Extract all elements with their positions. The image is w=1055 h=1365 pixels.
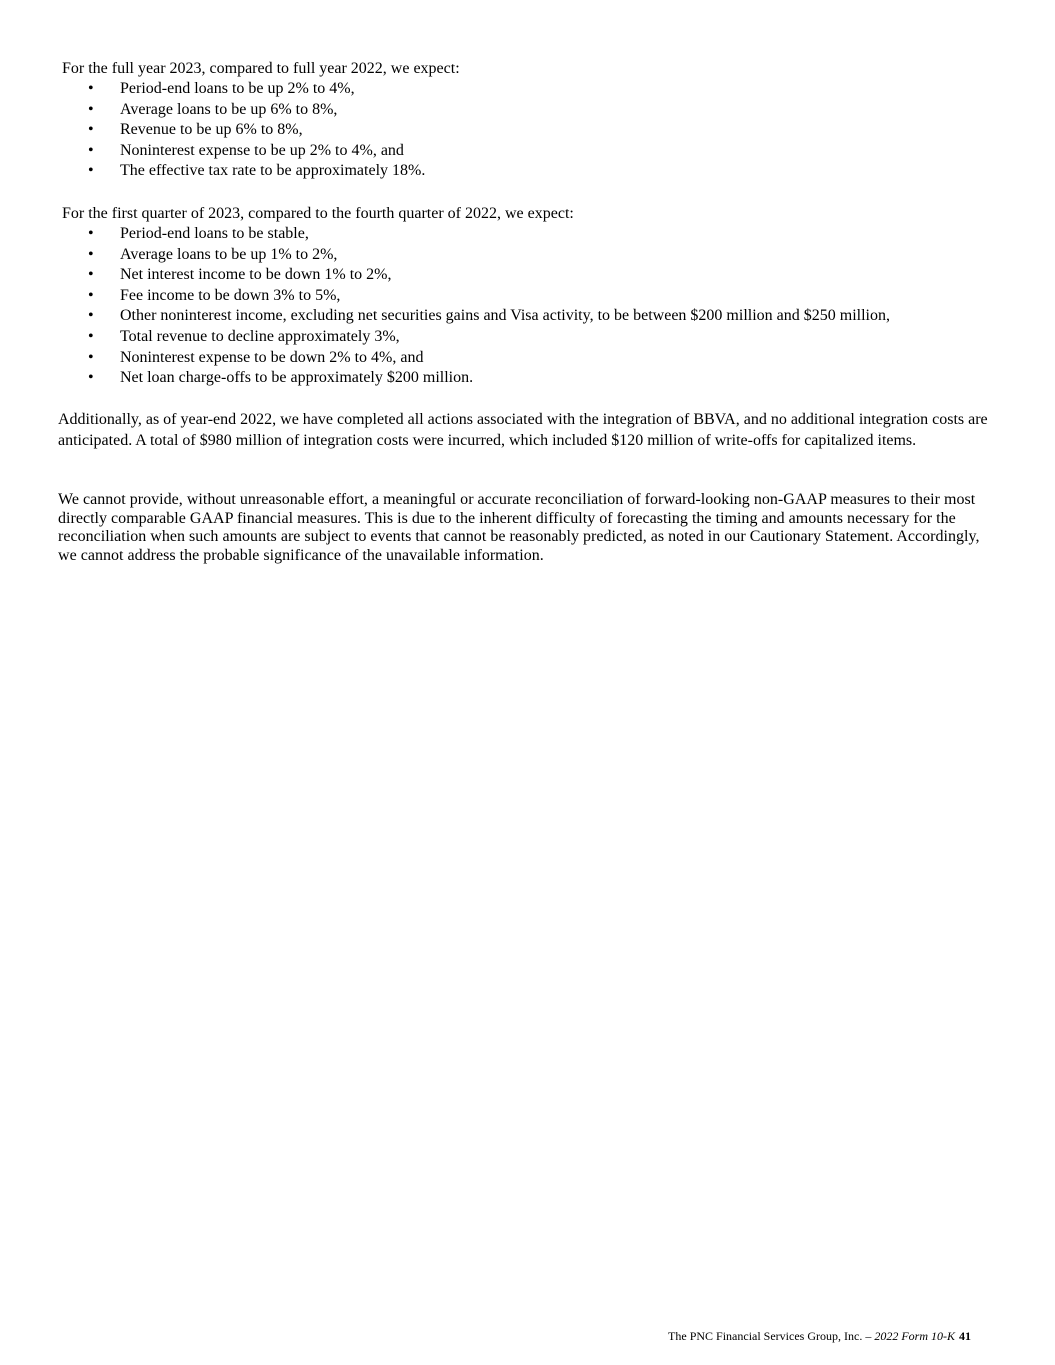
- list-item-text: Noninterest expense to be up 2% to 4%, and: [120, 141, 404, 159]
- list-item-text: Period-end loans to be stable,: [120, 225, 309, 242]
- integration-paragraph: Additionally, as of year-end 2022, we have completed all actions associated with the integration of BBVA, and no additional integration costs are anticipated. A total of $980 million of integration costs were incurred, which included $120 million of write-offs for capitalized items.: [58, 411, 988, 449]
- list-item-text: Revenue to be up 6% to 8%,: [120, 121, 303, 139]
- page-number: 41: [959, 1329, 971, 1343]
- list-item-text: Other noninterest income, excluding net securities gains and Visa activity, to be between $200 million and $250 million,: [120, 307, 890, 325]
- footer-company: The PNC Financial Services Group, Inc. –: [668, 1329, 875, 1343]
- list-item-text: Noninterest expense to be down 2% to 4%, and: [120, 348, 424, 366]
- bullet-icon: •: [88, 286, 94, 304]
- bullet-icon: •: [88, 141, 94, 159]
- bullet-icon: •: [88, 100, 94, 118]
- list-item-text: Fee income to be down 3% to 5%,: [120, 286, 341, 304]
- bullet-icon: •: [88, 80, 94, 97]
- list-item-text: Net interest income to be down 1% to 2%,: [120, 266, 392, 284]
- bullet-icon: •: [88, 307, 94, 325]
- list-item-text: Total revenue to decline approximately 3%,: [120, 327, 400, 345]
- list-item-text: The effective tax rate to be approximately 18%.: [120, 162, 426, 180]
- non-gaap-paragraph: We cannot provide, without unreasonable effort, a meaningful or accurate reconciliation of forward-looking non-GAAP measures to their most directly comparable GAAP financial measures. This is due to the inherent difficulty of forecasting the timing and amounts necessary for the reconciliation when such amounts are subject to events that cannot be reasonably predicted, as noted in our Cautionary Statement. Accordingly, we cannot address the probable significance of the unavailable information.: [58, 491, 980, 564]
- list-item-text: Average loans to be up 1% to 2%,: [120, 245, 338, 263]
- page-footer: [668, 1326, 971, 1347]
- first-quarter-intro: For the first quarter of 2023, compared to the fourth quarter of 2022, we expect:: [62, 205, 574, 222]
- bullet-icon: •: [88, 225, 94, 242]
- footer-form: 2022 Form 10-K: [874, 1329, 955, 1343]
- bullet-icon: •: [88, 121, 94, 139]
- list-item-text: Net loan charge-offs to be approximately $200 million.: [120, 369, 474, 387]
- list-item-text: Period-end loans to be up 2% to 4%,: [120, 80, 355, 97]
- bullet-icon: •: [88, 162, 94, 180]
- full-year-intro: For the full year 2023, compared to full year 2022, we expect:: [62, 60, 460, 77]
- bullet-icon: •: [88, 348, 94, 366]
- bullet-icon: •: [88, 327, 94, 345]
- bullet-icon: •: [88, 266, 94, 284]
- bullet-icon: •: [88, 369, 94, 387]
- list-item-text: Average loans to be up 6% to 8%,: [120, 100, 338, 118]
- bullet-icon: •: [88, 245, 94, 263]
